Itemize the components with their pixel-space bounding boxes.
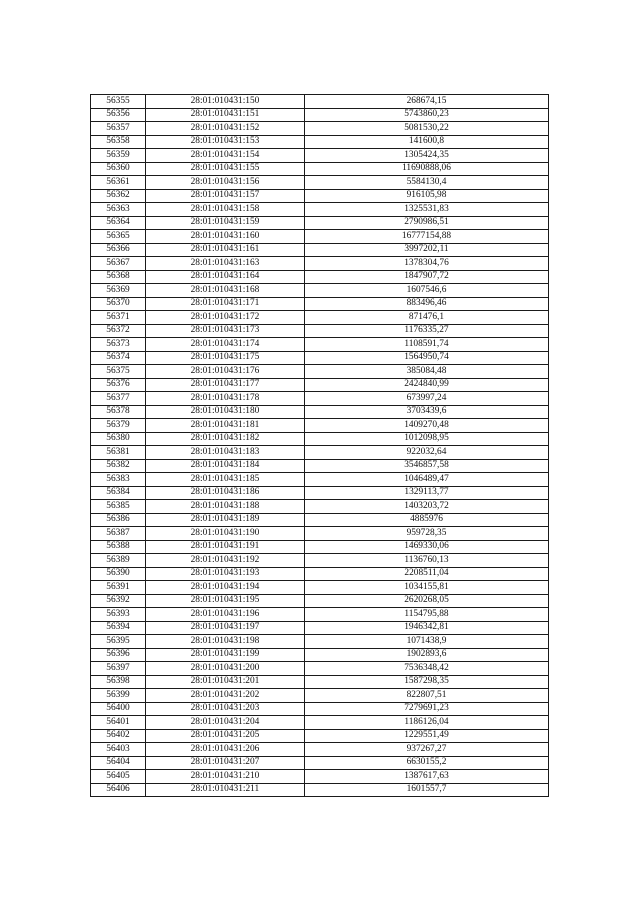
cadastral-number-cell: 28:01:010431:200 xyxy=(146,662,305,676)
table-row xyxy=(91,338,549,352)
cadastral-value-cell: 2620268,05 xyxy=(305,594,549,608)
cadastral-value-cell: 1229551,49 xyxy=(305,729,549,743)
cadastral-value-cell: 1034155,81 xyxy=(305,581,549,595)
row-number-cell: 56399 xyxy=(91,689,146,703)
table-row xyxy=(91,108,549,122)
table-row xyxy=(91,189,549,203)
cadastral-value-cell: 1946342,81 xyxy=(305,621,549,635)
cadastral-value-cell: 7536348,42 xyxy=(305,662,549,676)
table-row xyxy=(91,135,549,149)
table-row xyxy=(91,284,549,298)
row-number-cell: 56356 xyxy=(91,108,146,122)
cadastral-value-cell: 1012098,95 xyxy=(305,432,549,446)
row-number-cell: 56365 xyxy=(91,230,146,244)
cadastral-number-cell: 28:01:010431:196 xyxy=(146,608,305,622)
cadastral-number-cell: 28:01:010431:151 xyxy=(146,108,305,122)
row-number-cell: 56402 xyxy=(91,729,146,743)
cadastral-number-cell: 28:01:010431:181 xyxy=(146,419,305,433)
table-row xyxy=(91,297,549,311)
cadastral-value-cell: 11690888,06 xyxy=(305,162,549,176)
cadastral-value-cell: 1564950,74 xyxy=(305,351,549,365)
cadastral-value-cell: 3546857,58 xyxy=(305,459,549,473)
cadastral-value-cell: 1587298,35 xyxy=(305,675,549,689)
table-row xyxy=(91,257,549,271)
cadastral-number-cell: 28:01:010431:211 xyxy=(146,783,305,797)
row-number-cell: 56396 xyxy=(91,648,146,662)
cadastral-number-cell: 28:01:010431:171 xyxy=(146,297,305,311)
table-row xyxy=(91,554,549,568)
cadastral-number-cell: 28:01:010431:158 xyxy=(146,203,305,217)
cadastral-number-cell: 28:01:010431:172 xyxy=(146,311,305,325)
cadastral-value-cell: 3997202,11 xyxy=(305,243,549,257)
cadastral-number-cell: 28:01:010431:205 xyxy=(146,729,305,743)
table-row xyxy=(91,743,549,757)
cadastral-number-cell: 28:01:010431:168 xyxy=(146,284,305,298)
row-number-cell: 56374 xyxy=(91,351,146,365)
cadastral-value-cell: 922032,64 xyxy=(305,446,549,460)
table-row xyxy=(91,432,549,446)
row-number-cell: 56363 xyxy=(91,203,146,217)
row-number-cell: 56370 xyxy=(91,297,146,311)
cadastral-number-cell: 28:01:010431:195 xyxy=(146,594,305,608)
cadastral-value-cell: 673997,24 xyxy=(305,392,549,406)
cadastral-number-cell: 28:01:010431:159 xyxy=(146,216,305,230)
row-number-cell: 56403 xyxy=(91,743,146,757)
table-row xyxy=(91,621,549,635)
cadastral-number-cell: 28:01:010431:150 xyxy=(146,95,305,109)
cadastral-number-cell: 28:01:010431:154 xyxy=(146,149,305,163)
cadastral-value-cell: 1071438,9 xyxy=(305,635,549,649)
cadastral-number-cell: 28:01:010431:176 xyxy=(146,365,305,379)
table-row xyxy=(91,540,549,554)
cadastral-number-cell: 28:01:010431:163 xyxy=(146,257,305,271)
cadastral-value-cell: 916105,98 xyxy=(305,189,549,203)
cadastral-value-cell: 959728,35 xyxy=(305,527,549,541)
cadastral-number-cell: 28:01:010431:156 xyxy=(146,176,305,190)
row-number-cell: 56362 xyxy=(91,189,146,203)
cadastral-value-cell: 1601557,7 xyxy=(305,783,549,797)
cadastral-number-cell: 28:01:010431:178 xyxy=(146,392,305,406)
cadastral-number-cell: 28:01:010431:202 xyxy=(146,689,305,703)
cadastral-value-cell: 3703439,6 xyxy=(305,405,549,419)
table-row xyxy=(91,230,549,244)
table-row xyxy=(91,392,549,406)
row-number-cell: 56380 xyxy=(91,432,146,446)
row-number-cell: 56382 xyxy=(91,459,146,473)
cadastral-value-cell: 4885976 xyxy=(305,513,549,527)
row-number-cell: 56358 xyxy=(91,135,146,149)
cadastral-number-cell: 28:01:010431:189 xyxy=(146,513,305,527)
cadastral-value-cell: 1387617,63 xyxy=(305,770,549,784)
table-row xyxy=(91,594,549,608)
row-number-cell: 56393 xyxy=(91,608,146,622)
row-number-cell: 56384 xyxy=(91,486,146,500)
table-row xyxy=(91,770,549,784)
row-number-cell: 56376 xyxy=(91,378,146,392)
cadastral-number-cell: 28:01:010431:173 xyxy=(146,324,305,338)
cadastral-value-cell: 1607546,6 xyxy=(305,284,549,298)
cadastral-value-cell: 871476,1 xyxy=(305,311,549,325)
cadastral-value-cell: 883496,46 xyxy=(305,297,549,311)
table-row xyxy=(91,513,549,527)
cadastral-number-cell: 28:01:010431:191 xyxy=(146,540,305,554)
row-number-cell: 56390 xyxy=(91,567,146,581)
table-row xyxy=(91,500,549,514)
cadastral-number-cell: 28:01:010431:210 xyxy=(146,770,305,784)
row-number-cell: 56405 xyxy=(91,770,146,784)
cadastral-value-cell: 1469330,06 xyxy=(305,540,549,554)
row-number-cell: 56377 xyxy=(91,392,146,406)
table-row xyxy=(91,702,549,716)
cadastral-value-table xyxy=(90,94,549,797)
cadastral-number-cell: 28:01:010431:204 xyxy=(146,716,305,730)
row-number-cell: 56361 xyxy=(91,176,146,190)
cadastral-number-cell: 28:01:010431:152 xyxy=(146,122,305,136)
cadastral-value-cell: 1154795,88 xyxy=(305,608,549,622)
cadastral-number-cell: 28:01:010431:203 xyxy=(146,702,305,716)
cadastral-value-cell: 2790986,51 xyxy=(305,216,549,230)
cadastral-number-cell: 28:01:010431:192 xyxy=(146,554,305,568)
cadastral-number-cell: 28:01:010431:201 xyxy=(146,675,305,689)
table-row xyxy=(91,95,549,109)
table-body xyxy=(91,95,549,797)
table-row xyxy=(91,176,549,190)
table-row xyxy=(91,567,549,581)
cadastral-number-cell: 28:01:010431:182 xyxy=(146,432,305,446)
cadastral-value-cell: 1329113,77 xyxy=(305,486,549,500)
cadastral-value-cell: 141600,8 xyxy=(305,135,549,149)
cadastral-value-cell: 7279691,23 xyxy=(305,702,549,716)
row-number-cell: 56371 xyxy=(91,311,146,325)
cadastral-value-cell: 1305424,35 xyxy=(305,149,549,163)
row-number-cell: 56385 xyxy=(91,500,146,514)
table-row xyxy=(91,716,549,730)
cadastral-number-cell: 28:01:010431:186 xyxy=(146,486,305,500)
cadastral-value-cell: 5743860,23 xyxy=(305,108,549,122)
table-row xyxy=(91,446,549,460)
cadastral-value-cell: 268674,15 xyxy=(305,95,549,109)
table-row xyxy=(91,662,549,676)
row-number-cell: 56398 xyxy=(91,675,146,689)
cadastral-number-cell: 28:01:010431:197 xyxy=(146,621,305,635)
row-number-cell: 56404 xyxy=(91,756,146,770)
row-number-cell: 56369 xyxy=(91,284,146,298)
row-number-cell: 56372 xyxy=(91,324,146,338)
table-row xyxy=(91,729,549,743)
cadastral-value-cell: 1186126,04 xyxy=(305,716,549,730)
table-row xyxy=(91,203,549,217)
row-number-cell: 56397 xyxy=(91,662,146,676)
cadastral-value-cell: 2424840,99 xyxy=(305,378,549,392)
cadastral-value-cell: 16777154,88 xyxy=(305,230,549,244)
row-number-cell: 56394 xyxy=(91,621,146,635)
row-number-cell: 56364 xyxy=(91,216,146,230)
row-number-cell: 56386 xyxy=(91,513,146,527)
table-row xyxy=(91,675,549,689)
cadastral-value-cell: 1136760,13 xyxy=(305,554,549,568)
table-row xyxy=(91,405,549,419)
cadastral-number-cell: 28:01:010431:193 xyxy=(146,567,305,581)
row-number-cell: 56400 xyxy=(91,702,146,716)
row-number-cell: 56406 xyxy=(91,783,146,797)
table-row xyxy=(91,459,549,473)
cadastral-number-cell: 28:01:010431:207 xyxy=(146,756,305,770)
row-number-cell: 56355 xyxy=(91,95,146,109)
cadastral-number-cell: 28:01:010431:164 xyxy=(146,270,305,284)
row-number-cell: 56368 xyxy=(91,270,146,284)
cadastral-number-cell: 28:01:010431:155 xyxy=(146,162,305,176)
row-number-cell: 56387 xyxy=(91,527,146,541)
cadastral-value-cell: 1403203,72 xyxy=(305,500,549,514)
cadastral-value-cell: 1409270,48 xyxy=(305,419,549,433)
row-number-cell: 56366 xyxy=(91,243,146,257)
table-row xyxy=(91,756,549,770)
cadastral-number-cell: 28:01:010431:161 xyxy=(146,243,305,257)
table-row xyxy=(91,162,549,176)
table-row xyxy=(91,149,549,163)
row-number-cell: 56357 xyxy=(91,122,146,136)
row-number-cell: 56388 xyxy=(91,540,146,554)
table-row xyxy=(91,324,549,338)
table-row xyxy=(91,648,549,662)
row-number-cell: 56360 xyxy=(91,162,146,176)
cadastral-number-cell: 28:01:010431:160 xyxy=(146,230,305,244)
cadastral-number-cell: 28:01:010431:199 xyxy=(146,648,305,662)
cadastral-number-cell: 28:01:010431:194 xyxy=(146,581,305,595)
cadastral-number-cell: 28:01:010431:153 xyxy=(146,135,305,149)
cadastral-value-cell: 1176335,27 xyxy=(305,324,549,338)
cadastral-number-cell: 28:01:010431:174 xyxy=(146,338,305,352)
table-row xyxy=(91,243,549,257)
table-row xyxy=(91,365,549,379)
row-number-cell: 56379 xyxy=(91,419,146,433)
table-row xyxy=(91,378,549,392)
cadastral-number-cell: 28:01:010431:185 xyxy=(146,473,305,487)
cadastral-value-cell: 1325531,83 xyxy=(305,203,549,217)
table-row xyxy=(91,527,549,541)
cadastral-value-cell: 5584130,4 xyxy=(305,176,549,190)
row-number-cell: 56391 xyxy=(91,581,146,595)
cadastral-value-cell: 1108591,74 xyxy=(305,338,549,352)
cadastral-value-cell: 1378304,76 xyxy=(305,257,549,271)
table-row xyxy=(91,635,549,649)
table-row xyxy=(91,783,549,797)
table-row xyxy=(91,270,549,284)
cadastral-value-cell: 6630155,2 xyxy=(305,756,549,770)
row-number-cell: 56375 xyxy=(91,365,146,379)
cadastral-number-cell: 28:01:010431:157 xyxy=(146,189,305,203)
table-row xyxy=(91,473,549,487)
table-row xyxy=(91,122,549,136)
table-row xyxy=(91,419,549,433)
table-row xyxy=(91,689,549,703)
cadastral-value-cell: 2208511,04 xyxy=(305,567,549,581)
row-number-cell: 56373 xyxy=(91,338,146,352)
table-row xyxy=(91,216,549,230)
cadastral-number-cell: 28:01:010431:180 xyxy=(146,405,305,419)
row-number-cell: 56359 xyxy=(91,149,146,163)
cadastral-value-cell: 1847907,72 xyxy=(305,270,549,284)
cadastral-number-cell: 28:01:010431:198 xyxy=(146,635,305,649)
cadastral-value-cell: 1046489,47 xyxy=(305,473,549,487)
row-number-cell: 56395 xyxy=(91,635,146,649)
cadastral-number-cell: 28:01:010431:188 xyxy=(146,500,305,514)
row-number-cell: 56389 xyxy=(91,554,146,568)
cadastral-number-cell: 28:01:010431:183 xyxy=(146,446,305,460)
cadastral-value-cell: 385084,48 xyxy=(305,365,549,379)
row-number-cell: 56381 xyxy=(91,446,146,460)
cadastral-value-cell: 937267,27 xyxy=(305,743,549,757)
cadastral-number-cell: 28:01:010431:177 xyxy=(146,378,305,392)
cadastral-number-cell: 28:01:010431:190 xyxy=(146,527,305,541)
table-row xyxy=(91,608,549,622)
cadastral-value-cell: 822807,51 xyxy=(305,689,549,703)
cadastral-number-cell: 28:01:010431:175 xyxy=(146,351,305,365)
table-row xyxy=(91,311,549,325)
table-row xyxy=(91,581,549,595)
cadastral-number-cell: 28:01:010431:184 xyxy=(146,459,305,473)
row-number-cell: 56383 xyxy=(91,473,146,487)
cadastral-number-cell: 28:01:010431:206 xyxy=(146,743,305,757)
row-number-cell: 56392 xyxy=(91,594,146,608)
table-row xyxy=(91,486,549,500)
table-row xyxy=(91,351,549,365)
row-number-cell: 56378 xyxy=(91,405,146,419)
row-number-cell: 56367 xyxy=(91,257,146,271)
cadastral-value-cell: 5081530,22 xyxy=(305,122,549,136)
row-number-cell: 56401 xyxy=(91,716,146,730)
cadastral-value-cell: 1902893,6 xyxy=(305,648,549,662)
